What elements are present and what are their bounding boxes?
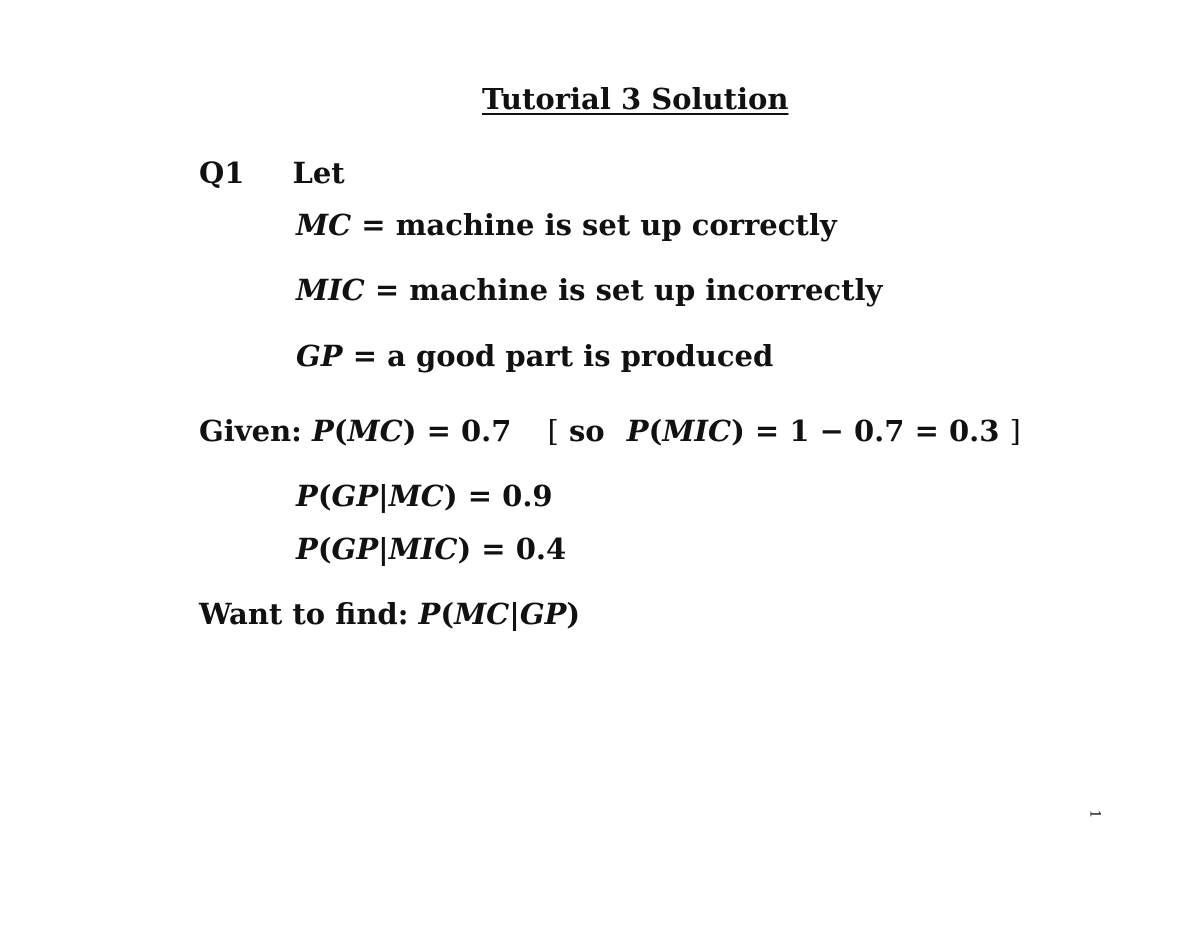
definition-meaning: machine is set up correctly	[395, 208, 837, 242]
definition-symbol: GP	[296, 339, 343, 373]
note-func: P	[626, 414, 649, 448]
note-open-bracket: [	[547, 414, 559, 448]
question-line	[199, 156, 345, 190]
equals-sign: =	[352, 339, 377, 373]
cond-func: P	[296, 532, 318, 566]
definition-row	[296, 339, 773, 373]
equals-sign: =	[361, 208, 386, 242]
definition-meaning: a good part is produced	[387, 339, 774, 373]
note-value: 0.3	[948, 414, 1000, 448]
page-number: 1	[1086, 809, 1103, 819]
cond-value: 0.4	[515, 532, 567, 566]
prob-func: P	[311, 414, 334, 448]
cond-given: MIC	[388, 532, 458, 566]
cond-event: GP	[331, 532, 379, 566]
conditional-row: P(GP|MIC) = 0.4	[296, 532, 567, 566]
definition-meaning: machine is set up incorrectly	[409, 273, 883, 307]
cond-given: MC	[388, 479, 444, 513]
want-given: GP	[519, 597, 567, 631]
want-line: Want to find: P(MC|GP)	[199, 597, 581, 631]
question-label: Q1	[199, 156, 245, 190]
want-func: P	[418, 597, 441, 631]
given-line: Given: P(MC) = 0.7 [ so P(MIC) = 1 − 0.7 = 0.3 ]	[199, 414, 1021, 448]
want-label: Want to find:	[199, 597, 409, 631]
given-label: Given:	[199, 414, 302, 448]
note-close-bracket: ]	[1009, 414, 1021, 448]
note-expression: 1 − 0.7	[789, 414, 905, 448]
want-event: MC	[454, 597, 510, 631]
definition-row	[296, 273, 882, 307]
page-title: Tutorial 3 Solution	[482, 82, 789, 116]
conditional-row: P(GP|MC) = 0.9	[296, 479, 553, 513]
cond-func: P	[296, 479, 318, 513]
note-arg: MIC	[662, 414, 732, 448]
prob-value: 0.7	[460, 414, 512, 448]
definition-symbol: MC	[296, 208, 352, 242]
note-word: so	[568, 414, 605, 448]
equals-sign: =	[374, 273, 400, 307]
cond-value: 0.9	[502, 479, 553, 513]
definition-row	[296, 208, 837, 242]
definition-symbol: MIC	[296, 273, 365, 307]
cond-event: GP	[331, 479, 379, 513]
let-label: Let	[292, 156, 345, 190]
prob-arg: MC	[347, 414, 403, 448]
